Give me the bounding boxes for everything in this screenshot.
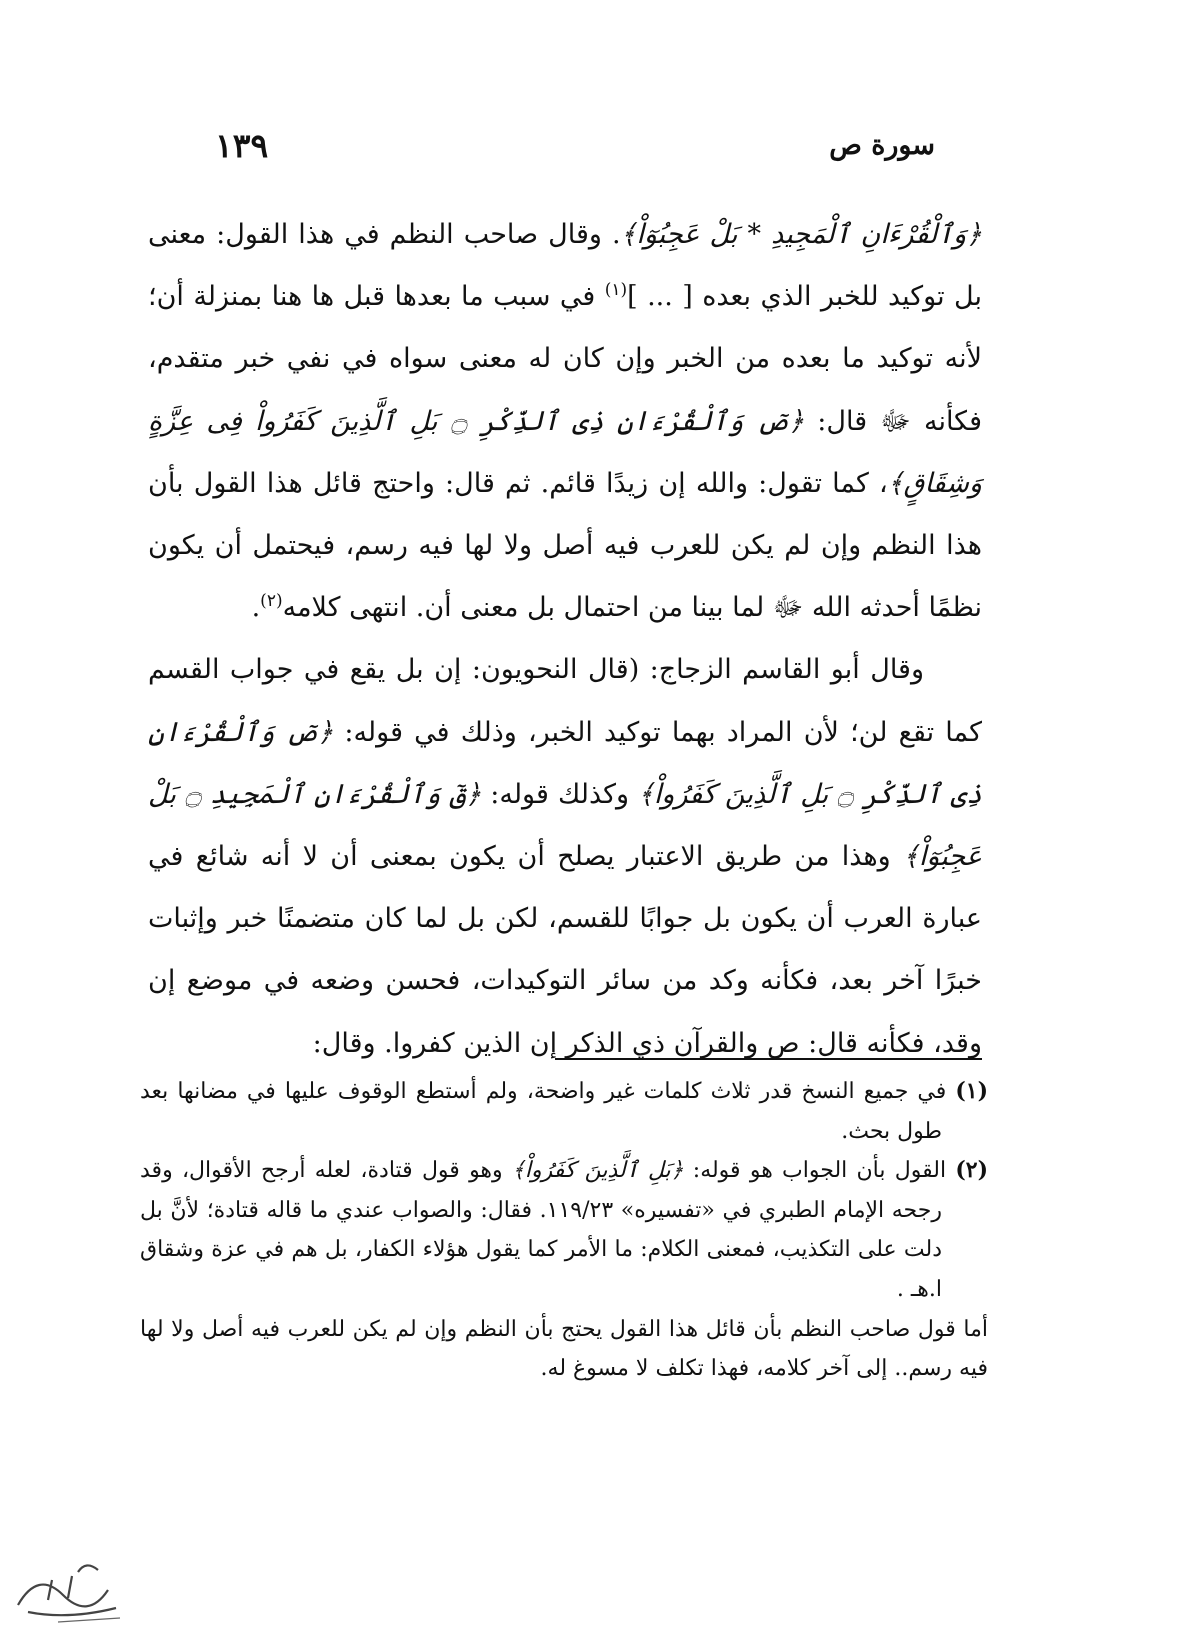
- text-span: وكذلك قوله:: [481, 778, 639, 810]
- quran-quote: ﴿بَلِ ٱلَّذِينَ كَفَرُواْ﴾: [511, 1158, 684, 1184]
- page-number: ١٣٩: [215, 126, 269, 165]
- text-span: في سبب ما بعدها قبل ها هنا بمنزلة أن؛ لأنه توكيد ما بعده من الخبر وإن كان له معنى سواه في نفي خبر متقدم، فكأنه ﷻ قال:: [148, 281, 983, 437]
- surah-title: سورة ص: [829, 130, 935, 161]
- footnote-text: في جميع النسخ قدر ثلاث كلمات غير واضحة، ولم أستطع الوقوف عليها في مضانها بعد طول بحث.: [140, 1079, 956, 1144]
- quran-quote: ﴿صٓ وَٱلْقُرْءَانِ ذِى ٱلذِّكْرِ ۝ بَلِ ٱلَّذِينَ كَفَرُواْ فِى عِزَّةٍ وَشِقَاقٍ﴾: [148, 405, 982, 499]
- quran-quote: ﴿وَٱلْقُرْءَانِ ٱلْمَجِيدِ * بَلْ عَجِبُوٓاْ﴾: [620, 219, 983, 250]
- footnotes: [140, 1072, 988, 1389]
- footnote-text: وهو قول قتادة، لعله أرجح الأقوال، وقد رجحه الإمام الطبري في «تفسيره» ١١٩/٢٣. فقال: والصواب عندي ما قاله قتادة؛ لأنَّ بل دلت على التكذيب، فمعنى الكلام: ما الأمر كما يقول هؤلاء الكفار، بل هم في عزة وشقاق ا.هـ .: [140, 1158, 942, 1302]
- text-span: ، كما تقول: والله إن زيدًا قائم. ثم قال: واحتج قائل هذا القول بأن هذا النظم وإن لم يكن للعرب فيه أصل ولا لها فيه رسم، فيحتمل أن يكون نظمًا أحدثه الله ﷻ لما بينا من احتمال بل معنى أن. انتهى كلامه: [148, 467, 982, 624]
- footnote-continuation: أما قول صاحب النظم بأن قائل هذا القول يحتج بأن النظم وإن لم يكن للعرب فيه أصل ولا لها فيه رسم.. إلى آخر كلامه، فهذا تكلف لا مسوغ له.: [140, 1316, 988, 1382]
- watermark-underline: [58, 1618, 120, 1622]
- footnote-text: القول بأن الجواب هو قوله:: [683, 1158, 956, 1184]
- footnote-2: [140, 1151, 988, 1309]
- footnote-number: (١): [955, 1078, 988, 1104]
- text-span: .: [251, 592, 261, 624]
- footnote-ref-1: (١): [604, 280, 628, 301]
- paragraph-2: [148, 639, 982, 1074]
- page-header: [160, 126, 980, 176]
- text-span: وقال أبو القاسم الزجاج: (قال النحويون: إن بل يقع في جواب القسم كما تقع لن؛ لأن المراد بهما توكيد الخبر، وذلك في قوله:: [148, 654, 982, 748]
- footnote-number: (٢): [955, 1157, 988, 1184]
- text-span: وهذا من طريق الاعتبار يصلح أن يكون بمعنى أن لا أنه شائع في عبارة العرب أن يكون بل جوابًا للقسم، لكن بل لما كان متضمنًا خبر وإثبات خبرًا آخر بعد، فكأنه وكد من سائر التوكيدات، فحسن وضعه في موضع إن وقد، فكأنه قال: ص والقرآن ذي الذكر إن الذين كفروا. وقال:: [148, 841, 982, 1059]
- footnote-1: [140, 1072, 988, 1151]
- quran-quote: ﴿قٓ وَٱلْقُرْءَانِ ٱلْمَجِيدِ ۝ بَلْ عَجِبُوٓاْ﴾: [148, 778, 982, 873]
- watermark-flourish: [18, 1565, 116, 1615]
- footnote-ref-2: (٢): [260, 591, 283, 612]
- paragraph-1: [148, 204, 982, 639]
- text-span: . وقال صاحب النظم في هذا القول: معنى بل توكيد للخبر الذي بعده [ ... ]: [148, 219, 982, 313]
- watermark-logo: [8, 1550, 128, 1630]
- footnote-divider: [555, 1058, 982, 1060]
- quran-quote: ﴿صٓ وَٱلْقُرْءَانِ ذِى ٱلذِّكْرِ ۝ بَلِ ٱلَّذِينَ كَفَرُواْ﴾: [148, 716, 982, 810]
- main-text: [148, 204, 982, 1075]
